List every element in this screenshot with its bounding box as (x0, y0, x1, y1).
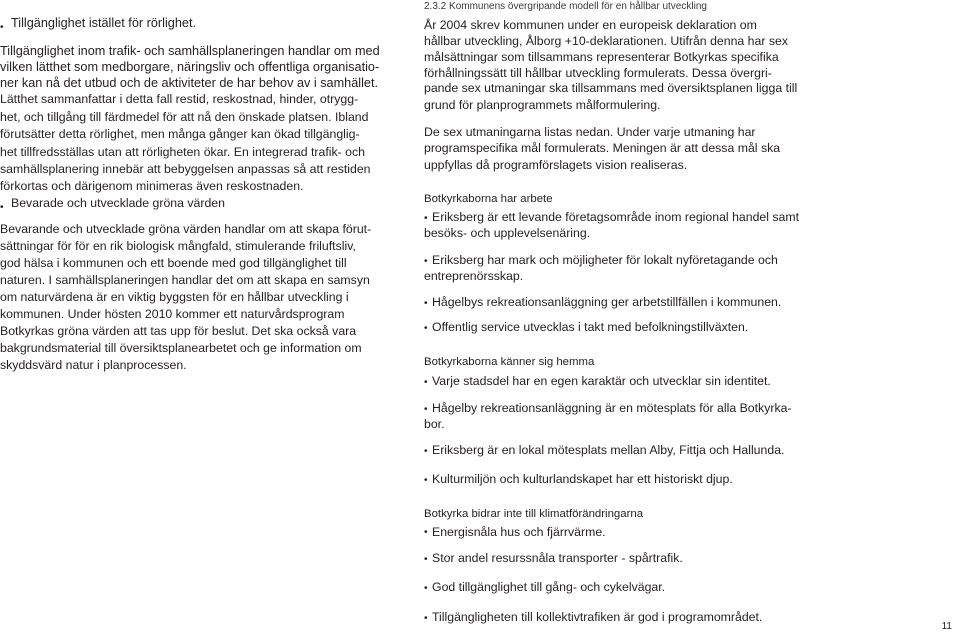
text-line: naturen. I samhällsplaneringen handlar det om att skapa en samsyn (0, 273, 370, 287)
bullet-marker: • (424, 527, 428, 538)
text-line: kommunen. Under hösten 2010 kommer ett naturvårdsprogram (0, 307, 345, 321)
bullet-marker: • (424, 404, 428, 415)
text-line: målsättningar som tillsammans representerar Botkyrkas specifika (424, 50, 779, 64)
list-item: Offentlig service utvecklas i takt med befolkningstillväxten. (432, 320, 749, 334)
text-line: om naturvärdena är en viktig byggsten för en hållbar utveckling i (0, 290, 349, 304)
text-line: uppfyllas då programförslagets vision realiseras. (424, 158, 688, 172)
list-item: Stor andel resurssnåla transporter - spårtrafik. (432, 551, 683, 565)
bullet-marker: • (424, 323, 428, 334)
bullet-marker: • (424, 613, 428, 624)
list-item: Energisnåla hus och fjärrvärme. (432, 525, 606, 539)
text-line: vilken lätthet som medborgare, näringsliv och offentliga organisatio- (0, 60, 380, 74)
bullet-marker: • (0, 202, 4, 213)
list-item-continuation: bor. (424, 417, 445, 431)
bullet-marker: • (424, 475, 428, 486)
text-line: het tillfredsställas utan att rörligheten ökar. En integrerad trafik- och (0, 145, 365, 159)
text-line: Lätthet sammanfattar i detta fall restid, reskostnad, hinder, otrygg- (0, 92, 359, 106)
bullet-marker: • (424, 583, 428, 594)
list-item: Eriksberg har mark och möjligheter för lokalt nyföretagande och (432, 253, 778, 267)
text-line: het, och tillgång till färdmedel för att nå den önskade platsen. Ibland (0, 110, 369, 124)
text-line: programspecifika mål formulerats. Meningen är att dessa mål ska (424, 141, 781, 155)
bullet-marker: • (424, 446, 428, 457)
section-heading-sustainability-model: 2.3.2 Kommunens övergripande modell för en hållbar utveckling (424, 1, 707, 12)
text-line: grund för planprogrammets målformulering. (424, 98, 661, 112)
bullet-marker: • (424, 554, 428, 565)
bullet-marker: • (424, 298, 428, 309)
list-item: Hågelbys rekreationsanläggning ger arbetstillfällen i kommunen. (432, 295, 782, 309)
bullet-marker: • (424, 377, 428, 388)
list-item: Kulturmiljön och kulturlandskapet har ett historiskt djup. (432, 472, 733, 486)
group-title: Botkyrka bidrar inte till klimatförändringarna (424, 508, 644, 520)
text-line: sättningar för för en rik biologisk mångfald, stimulerande friluftsliv, (0, 239, 356, 253)
list-item-continuation: besöks- och upplevelsenäring. (424, 226, 591, 240)
list-item: Varje stadsdel har en egen karaktär och utvecklar sin identitet. (432, 374, 771, 388)
bullet-marker: • (0, 22, 4, 33)
list-item: God tillgänglighet till gång- och cykelvägar. (432, 580, 666, 594)
bullet-marker: • (424, 256, 428, 267)
text-line: förkortas och därigenom minimeras även reskostnaden. (0, 179, 304, 193)
section-heading-accessibility: Tillgänglighet istället för rörlighet. (11, 16, 196, 30)
group-title: Botkyrkaborna känner sig hemma (424, 356, 595, 368)
text-line: pande sex utmaningar ska tillsammans med översiktsplanen ligga till (424, 81, 798, 95)
text-line: förhållningssätt till hållbar utveckling formulerats. Dessa övergri- (424, 66, 772, 80)
section-heading-green-values: Bevarade och utvecklade gröna värden (11, 196, 225, 210)
text-line: förutsätter detta rörlighet, men många gånger kan ökad tillgänglig- (0, 127, 360, 141)
list-item-continuation: entreprenörsskap. (424, 269, 524, 283)
group-title: Botkyrkaborna har arbete (424, 193, 553, 205)
text-line: skyddsvärd natur i planprocessen. (0, 358, 187, 372)
text-line: hållbar utveckling, Ålborg +10-deklarationen. Utifrån denna har sex (424, 34, 789, 48)
text-line: Bevarande och utvecklade gröna värden handlar om att skapa förut- (0, 222, 372, 236)
text-line: Tillgänglighet inom trafik- och samhällsplaneringen handlar om med (0, 44, 380, 58)
list-item: Tillgängligheten till kollektivtrafiken är god i programområdet. (432, 610, 763, 624)
page-number: 11 (941, 621, 952, 632)
bullet-marker: • (424, 213, 428, 224)
list-item: Hågelby rekreationsanläggning är en mötesplats för alla Botkyrka- (432, 401, 792, 415)
text-line: ner kan nå det utbud och de aktiviteter de har behov av i samhället. (0, 76, 379, 90)
text-line: Botkyrkas gröna värden att tas upp för beslut. Det ska också vara (0, 324, 357, 338)
text-line: De sex utmaningarna listas nedan. Under varje utmaning har (424, 125, 756, 139)
text-line: god hälsa i kommunen och ett boende med god tillgänglighet till (0, 256, 347, 270)
text-line: samhällsplanering innebär att bebyggelsen anpassas så att restiden (0, 162, 371, 176)
text-line: bakgrundsmaterial till översiktsplanearbetet och ge information om (0, 341, 362, 355)
list-item: Eriksberg är en lokal mötesplats mellan Alby, Fittja och Hallunda. (432, 443, 785, 457)
text-line: År 2004 skrev kommunen under en europeisk deklaration om (424, 18, 757, 32)
list-item: Eriksberg är ett levande företagsområde inom regional handel samt (432, 210, 800, 224)
